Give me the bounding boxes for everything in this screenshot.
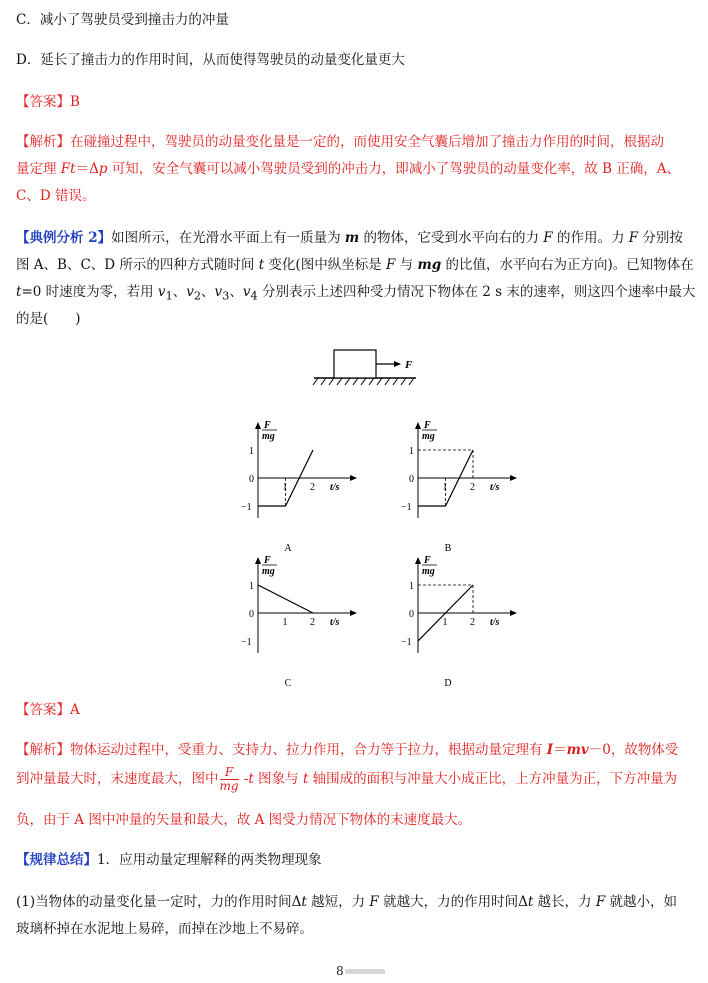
y-label-numerator: F [264, 420, 271, 431]
y-tick-label-0: 0 [409, 609, 414, 620]
y-tick-label-neg-1: −1 [241, 502, 252, 513]
page-number: 8 [336, 964, 344, 978]
analysis-2-line-1: 【解析】物体运动过程中，受重力、支持力、拉力作用，合力等于拉力，根据动量定理有 I＝mv－0，故物体受 [16, 742, 679, 758]
graph-caption: D [444, 678, 452, 688]
analysis-1-line-3: C、D 错误。 [16, 188, 96, 204]
graph-d [400, 553, 530, 688]
y-label-denominator: mg [422, 566, 435, 577]
analysis-tag: 【解析】 [16, 134, 70, 150]
rule-summary: 【规律总结】1．应用动量定理解释的两类物理现象 [16, 852, 322, 868]
x-axis-arrow [510, 610, 517, 616]
x-axis-label: t/s [330, 482, 340, 493]
x-axis-label: t/s [490, 617, 500, 628]
graph-c [240, 553, 370, 688]
graph-caption: C [284, 678, 292, 688]
paragraph-1-line-1: (1)当物体的动量变化量一定时，力的作用时间Δt 越短，力 F 就越大，力的作用时间Δt 越长，力 F 就越小，如 [16, 894, 678, 910]
y-tick-label-0: 0 [409, 474, 414, 485]
y-label-denominator: mg [262, 566, 275, 577]
y-tick-label-1: 1 [409, 581, 414, 592]
y-axis-arrow [415, 422, 421, 429]
x-tick-label-2: 2 [310, 482, 315, 493]
y-tick-label-1: 1 [249, 446, 254, 457]
f-over-mg-fraction: $\frac{F}{mg}$ [219, 765, 239, 793]
analysis-2-line-2: 到冲量最大时，末速度最大，图中 $\frac{F}{mg}$ -t 图象与 t 轴围成的面积与冲量大小成正比，上方冲量为正，下方冲量为 [16, 765, 678, 793]
y-axis-arrow [255, 422, 261, 429]
y-label-numerator: F [424, 420, 431, 431]
y-axis-arrow [415, 557, 421, 564]
block [334, 350, 376, 378]
graph-caption: A [284, 543, 292, 553]
x-axis-arrow [350, 610, 357, 616]
x-tick-label-2: 2 [310, 617, 315, 628]
x-tick-label-2: 2 [470, 482, 475, 493]
answer-1: 【答案】B [16, 94, 80, 110]
graph-b [400, 418, 530, 553]
y-label-numerator: F [424, 555, 431, 566]
example-2-line-3: t=0 时速度为零，若用 $v_1$、$v_2$、$v_3$、$v_4$ 分别表示上述四种受力情况下物体在 2 s 末的速率，则这四个速率中最大 [16, 284, 696, 303]
graph-caption: B [444, 543, 452, 553]
analysis-1-line-2: 量定理 Ft＝Δp 可知，安全气囊可以减小驾驶员受到的冲击力，即减小了驾驶员的动量变化率，故 B 正确，A、 [16, 161, 681, 177]
y-tick-label-1: 1 [249, 581, 254, 592]
x-tick-label-1: 1 [282, 482, 288, 493]
example-2-line-4: 的是( ) [16, 311, 81, 327]
analysis-2-line-3: 负，由于 A 图中冲量的矢量和最大，故 A 图受力情况下物体的末速度最大。 [16, 812, 472, 828]
x-axis-arrow [510, 475, 517, 481]
x-tick-label-1: 1 [442, 482, 448, 493]
x-tick-label-1: 1 [282, 617, 288, 628]
y-tick-label-neg-1: −1 [241, 637, 252, 648]
paragraph-1-line-2: 玻璃杯掉在水泥地上易碎，而掉在沙地上不易碎。 [16, 921, 313, 937]
graph-a [240, 418, 370, 553]
option-d: D．延长了撞击力的作用时间，从而使得驾驶员的动量变化量更大 [16, 52, 405, 68]
x-axis-arrow [350, 475, 357, 481]
block-force-diagram [300, 342, 430, 387]
x-axis-label: t/s [330, 617, 340, 628]
example-2-line-2: 图 A、B、C、D 所示的四种方式随时间 t 变化(图中纵坐标是 F 与 mg 的比值，水平向右为正方向)。已知物体在 [16, 257, 694, 273]
y-tick-label-0: 0 [249, 474, 254, 485]
example-tag: 【典例分析 2】 [16, 230, 112, 246]
y-axis-arrow [255, 557, 261, 564]
page-bar [345, 969, 385, 974]
series-line [258, 585, 313, 613]
analysis-1-line-1: 【解析】在碰撞过程中，驾驶员的动量变化量是一定的，而使用安全气囊后增加了撞击力作用的时间，根据动 [16, 134, 664, 150]
example-2-line-1: 【典例分析 2】如图所示，在光滑水平面上有一质量为 m 的物体，它受到水平向右的力 F 的作用。力 F 分别按 [16, 230, 683, 246]
x-tick-label-1: 1 [442, 617, 448, 628]
y-label-denominator: mg [262, 431, 275, 442]
y-tick-label-1: 1 [409, 446, 414, 457]
x-tick-label-2: 2 [470, 617, 475, 628]
option-c: C．减小了驾驶员受到撞击力的冲量 [16, 12, 229, 28]
y-label-denominator: mg [422, 431, 435, 442]
y-tick-label-neg-1: −1 [401, 502, 412, 513]
y-tick-label-0: 0 [249, 609, 254, 620]
answer-2: 【答案】A [16, 702, 80, 718]
y-label-numerator: F [264, 555, 271, 566]
force-label: F [405, 359, 413, 371]
x-axis-label: t/s [490, 482, 500, 493]
y-tick-label-neg-1: −1 [401, 637, 412, 648]
